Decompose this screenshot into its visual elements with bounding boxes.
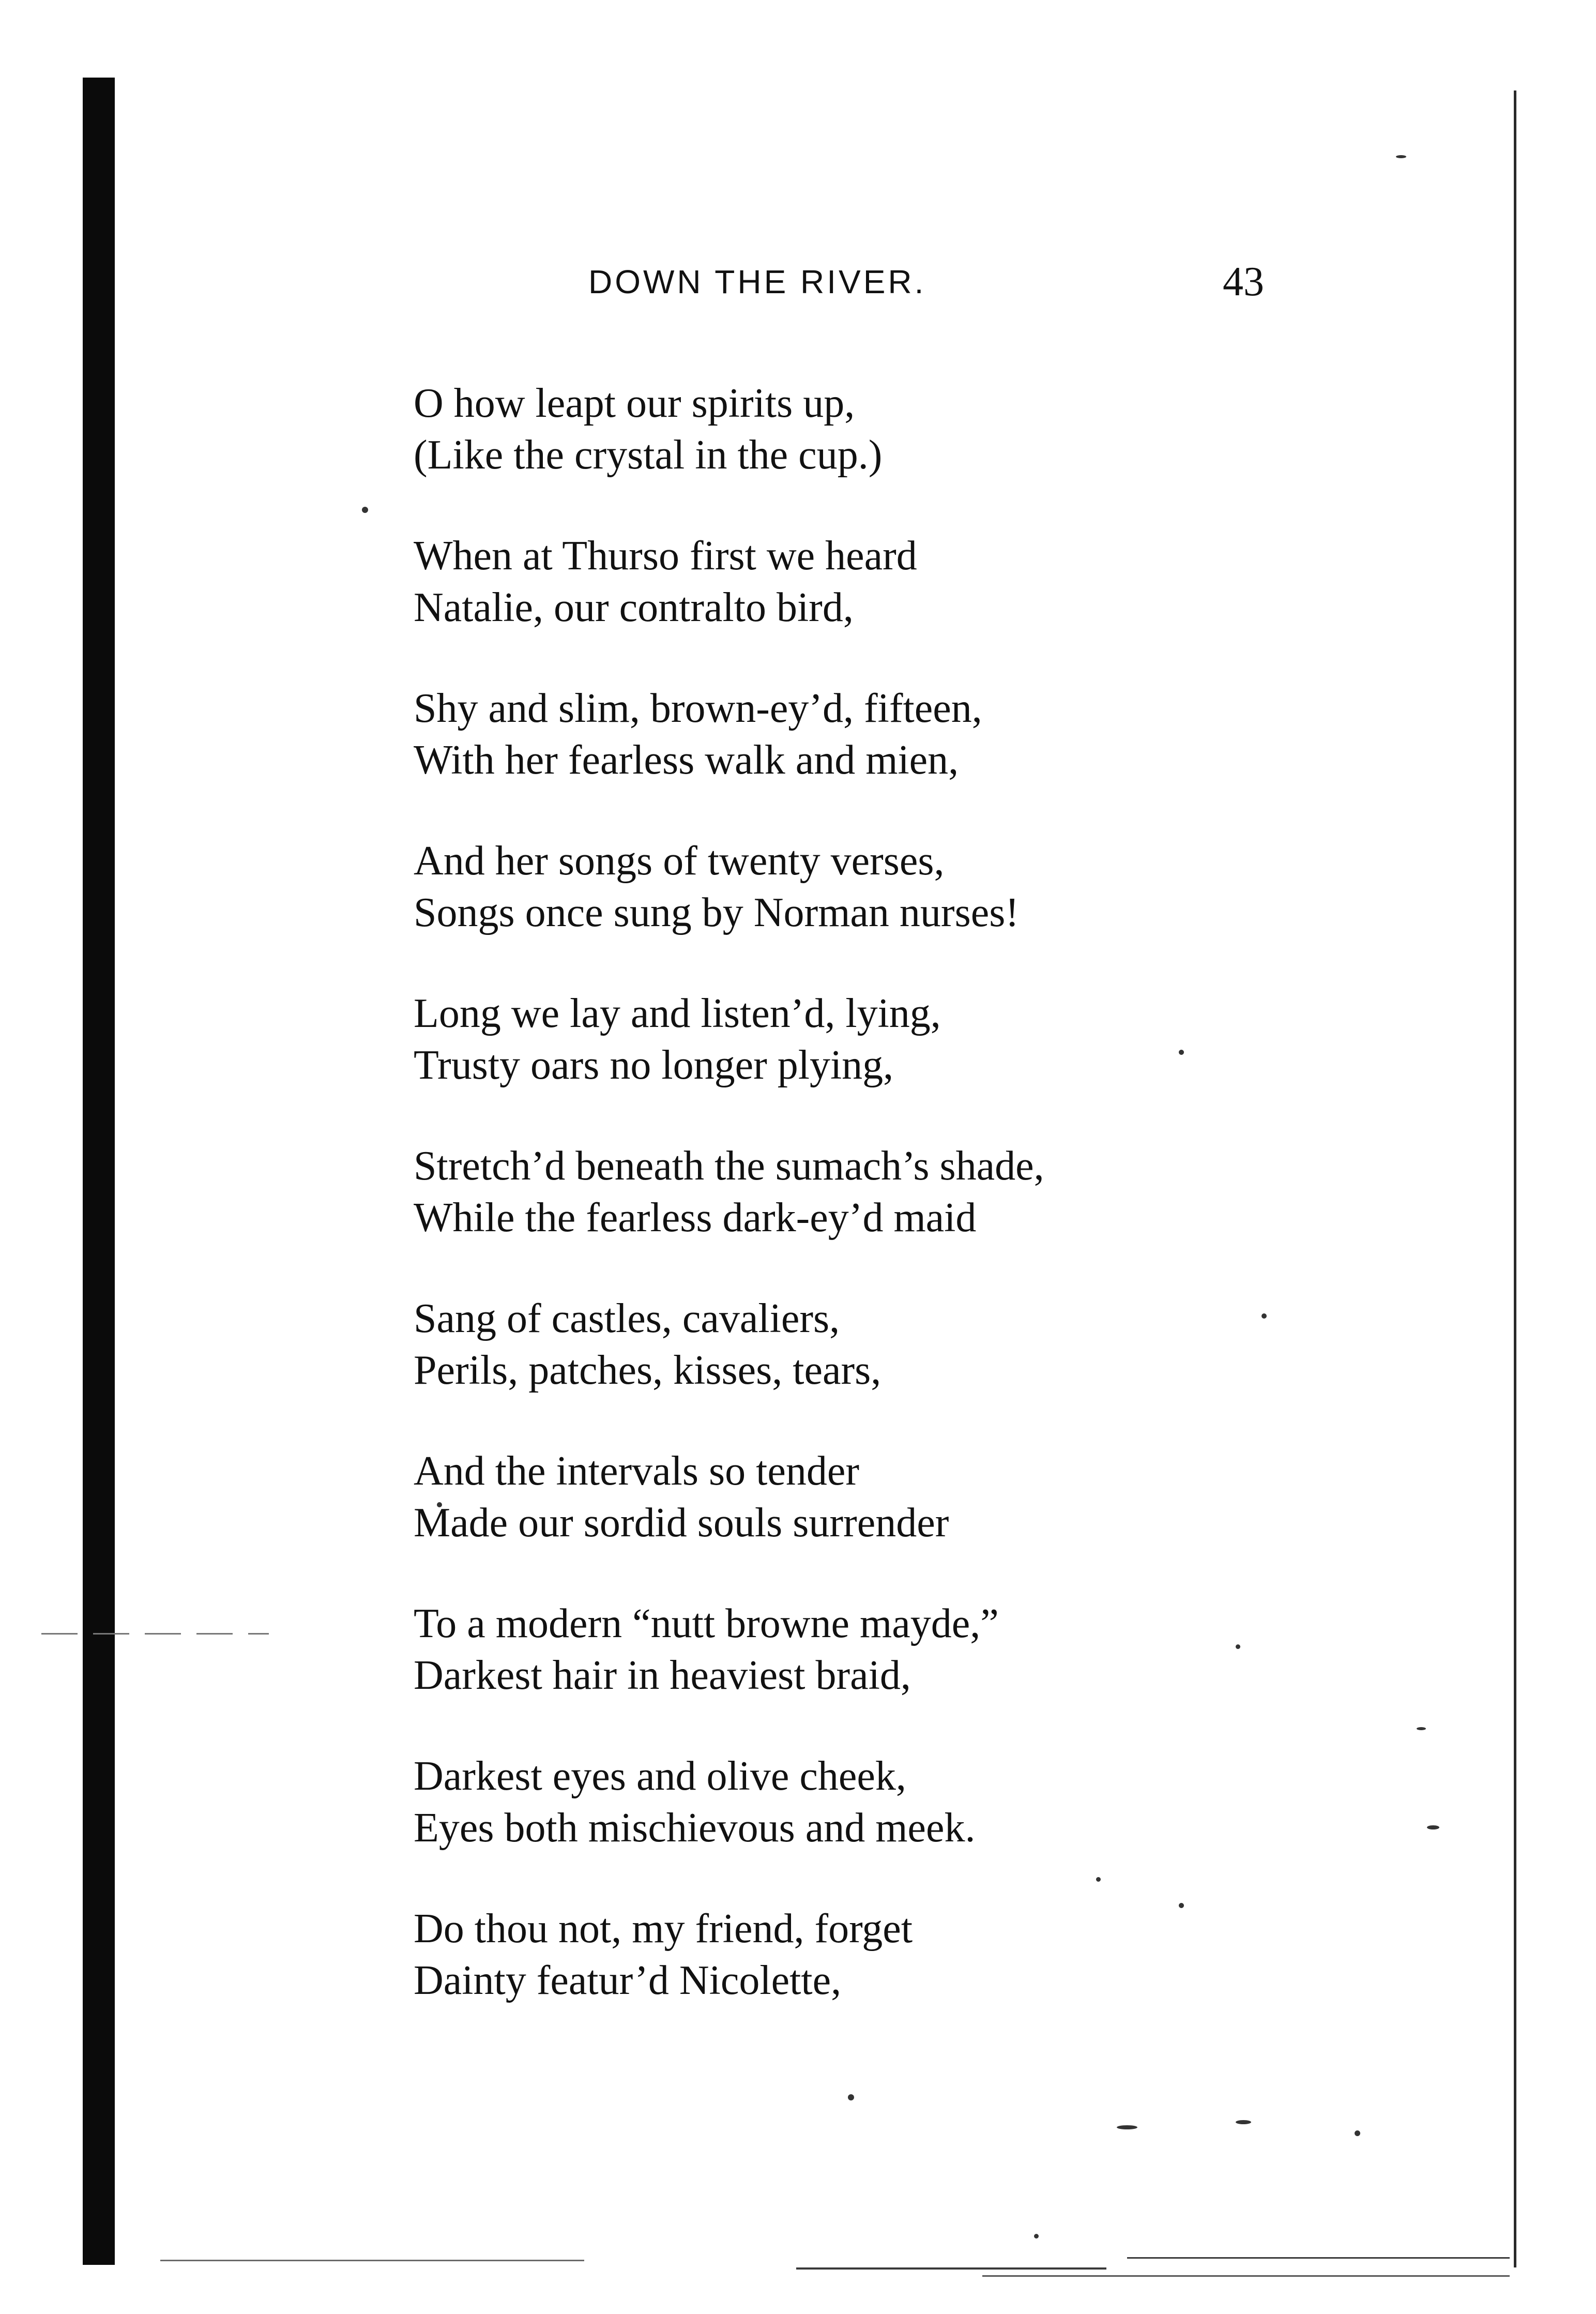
- bottom-edge-rule: [160, 2260, 584, 2261]
- poem-stanza: [414, 1750, 1189, 1854]
- poem-line: Songs once sung by Norman nurses!: [414, 890, 1019, 935]
- poem-line: Perils, patches, kisses, tears,: [414, 1348, 881, 1393]
- bottom-edge-rule: [796, 2267, 1106, 2270]
- poem-line: Shy and slim, brown-ey’d, fifteen,: [414, 686, 982, 731]
- page-number: 43: [1223, 259, 1264, 305]
- poem-stanza: [414, 377, 1189, 481]
- scan-speck: [1427, 1825, 1439, 1829]
- scan-speck: [1034, 2234, 1039, 2239]
- poem-stanza: [414, 1293, 1189, 1396]
- poem-line: Dainty featur’d Nicolette,: [414, 1958, 842, 2003]
- binding-edge: [83, 78, 115, 2265]
- poem-stanza: [414, 835, 1189, 939]
- poem-line: Long we lay and listen’d, lying,: [414, 991, 941, 1036]
- scan-speck: [1236, 2120, 1251, 2124]
- scan-speck: [1396, 155, 1406, 158]
- poem-line: Darkest hair in heaviest braid,: [414, 1653, 911, 1698]
- scan-speck: [1236, 1644, 1240, 1649]
- scan-speck: [1261, 1313, 1267, 1319]
- page-edge-line: [1514, 90, 1516, 2267]
- poem-line: And the intervals so tender: [414, 1448, 859, 1494]
- scan-speck: [1417, 1727, 1426, 1730]
- poem-stanza: [414, 530, 1189, 633]
- poem-line: Trusty oars no longer plying,: [414, 1042, 894, 1088]
- poem-stanza: [414, 1140, 1189, 1244]
- scan-speck: [1355, 2130, 1360, 2136]
- poem-line: (Like the crystal in the cup.): [414, 432, 883, 478]
- poem-line: Stretch’d beneath the sumach’s shade,: [414, 1143, 1044, 1189]
- scan-speck: [848, 2094, 854, 2100]
- bottom-edge-rule: [1127, 2257, 1510, 2259]
- poem-line: O how leapt our spirits up,: [414, 381, 855, 426]
- poem-stanza: [414, 988, 1189, 1091]
- poem-line: To a modern “nutt browne mayde,”: [414, 1601, 999, 1646]
- poem-line: When at Thurso first we heard: [414, 533, 917, 579]
- poem-line: Eyes both mischievous and meek.: [414, 1805, 976, 1851]
- poem-line: And her songs of twenty verses,: [414, 838, 945, 884]
- scan-speck: [362, 507, 368, 513]
- bottom-edge-rule: [982, 2275, 1510, 2277]
- poem-stanza: [414, 1445, 1189, 1549]
- margin-dash-rule: [41, 1633, 269, 1635]
- poem-line: Do thou not, my friend, forget: [414, 1906, 913, 1952]
- poem-line: Sang of castles, cavaliers,: [414, 1296, 840, 1341]
- running-header: [0, 261, 1596, 303]
- poem-line: While the fearless dark-ey’d maid: [414, 1195, 977, 1241]
- poem-line: Made our sordid souls surrender: [414, 1500, 949, 1546]
- poem-stanza: [414, 1598, 1189, 1701]
- poem-line: Darkest eyes and olive cheek,: [414, 1753, 906, 1799]
- running-title: DOWN THE RIVER.: [588, 263, 926, 300]
- poem-stanza: [414, 1903, 1189, 2006]
- poem-line: Natalie, our contralto bird,: [414, 585, 854, 630]
- poem-stanza: [414, 683, 1189, 786]
- poem-body: [414, 377, 1189, 2055]
- scan-speck: [1117, 2125, 1137, 2129]
- poem-line: With her fearless walk and mien,: [414, 737, 959, 783]
